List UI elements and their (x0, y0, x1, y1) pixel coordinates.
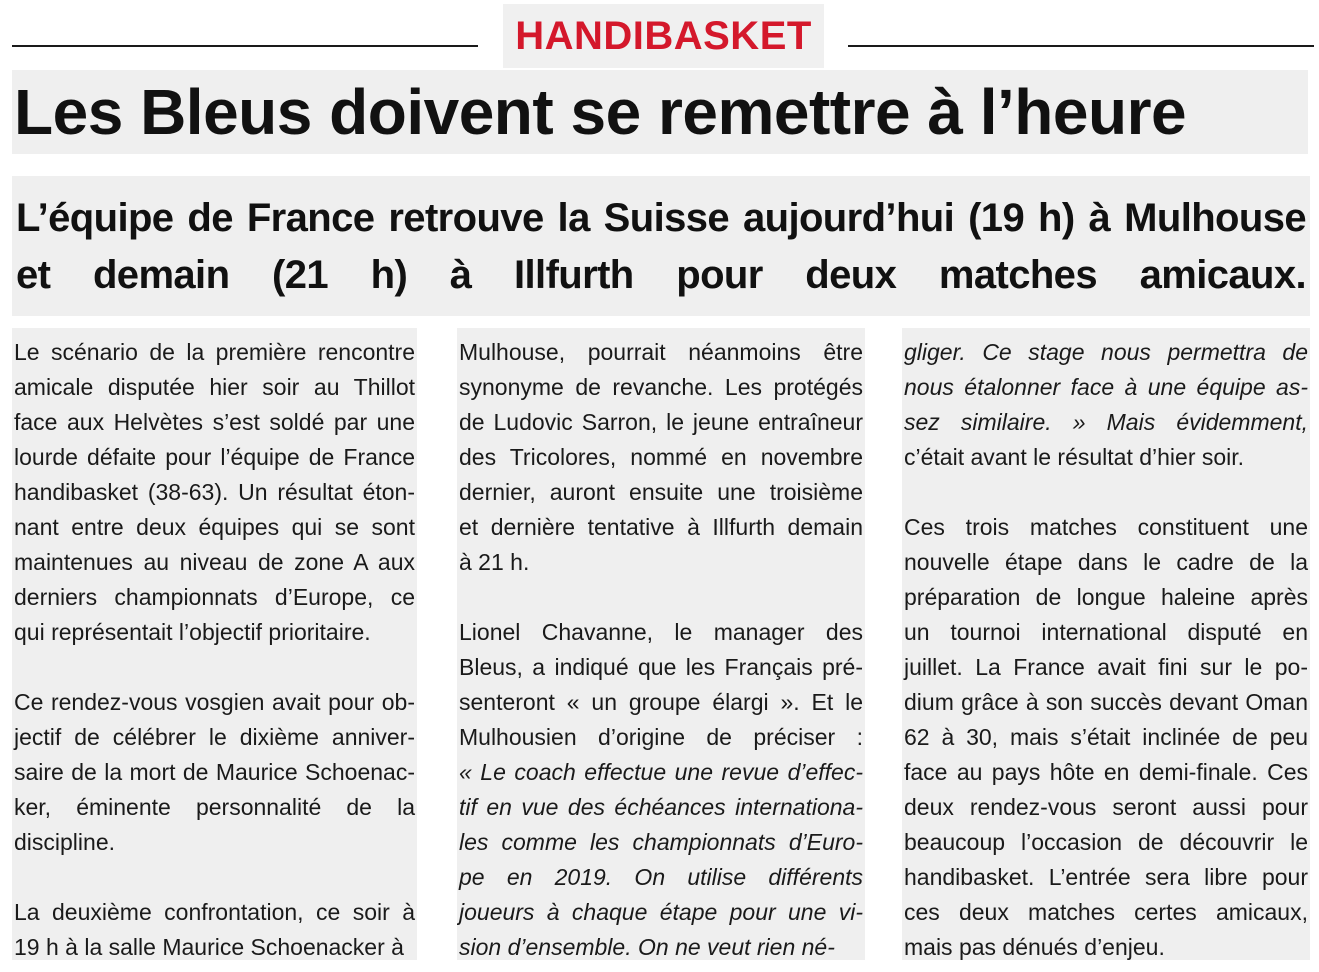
text-line: des Tricolores, nommé en novembre (459, 444, 863, 470)
text-line: maintenues au niveau de zone A aux (14, 549, 415, 575)
text-line: Ce rendez-vous vosgien avait pour ob- (14, 689, 415, 715)
text-line: nous étalonner face à une équipe as- (904, 374, 1308, 400)
text-line: « Le coach effectue une revue d’effec- (459, 759, 863, 785)
text-line: derniers championnats d’Europe, ce (14, 584, 415, 610)
text-line (904, 475, 1308, 510)
text-line: ker, éminente personnalité de la (14, 794, 415, 820)
headline-box (12, 70, 1308, 154)
text-line: à 21 h. (459, 549, 530, 575)
text-line: Mulhousien d’origine de préciser : (459, 724, 863, 750)
text-line: les comme les championnats d’Euro- (459, 829, 863, 855)
article-headline: Les Bleus doivent se remettre à l’heure (14, 76, 1187, 148)
kicker-box (503, 4, 824, 68)
text-line: La deuxième confrontation, ce soir à (14, 899, 415, 925)
text-line: de Ludovic Sarron, le jeune entraîneur (459, 409, 863, 435)
text-line: nant entre deux équipes qui se sont (14, 514, 415, 540)
text-line: nouvelle étape dans le cadre de la (904, 549, 1308, 575)
text-column-1 (12, 328, 417, 960)
text-line: Ces trois matches constituent une (904, 514, 1308, 540)
text-line: amicale disputée hier soir au Thillot (14, 374, 415, 400)
text-line: beaucoup l’occasion de découvrir le (904, 829, 1308, 855)
text-line: gliger. Ce stage nous permettra de (904, 339, 1308, 365)
column-1-body (12, 335, 417, 960)
text-line: dium grâce à son succès devant Oman (904, 689, 1308, 715)
text-line: deux rendez-vous seront aussi pour (904, 794, 1308, 820)
text-line: c’était avant le résultat d’hier soir. (904, 444, 1245, 470)
article-deck: L’équipe de France retrouve la Suisse aujourd’hui (19 h) à Mulhouse et demain (21 h) à Illfurth pour deux matches amicaux. (16, 196, 1306, 297)
text-line: face aux Helvètes s’est soldé par une (14, 409, 415, 435)
text-line: préparation de longue haleine après (904, 584, 1308, 610)
text-line: senteront « un groupe élargi ». Et le (459, 689, 863, 715)
text-line: pe en 2019. On utilise différents (459, 864, 863, 890)
text-line (459, 580, 863, 615)
text-line: joueurs à chaque étape pour une vi- (459, 899, 863, 925)
text-line: Bleus, a indiqué que les Français pré- (459, 654, 863, 680)
column-2-body (457, 335, 865, 960)
deck-box (12, 176, 1310, 316)
text-line: sion d’ensemble. On ne veut rien né- (459, 934, 835, 960)
text-line: lourde défaite pour l’équipe de France (14, 444, 415, 470)
text-line: et dernière tentative à Illfurth demain (459, 514, 863, 540)
text-line: qui représentait l’objectif prioritaire. (14, 619, 371, 645)
text-line: face au pays hôte en demi-finale. Ces (904, 759, 1308, 785)
section-header (12, 4, 1314, 68)
kicker-rule-right (848, 45, 1314, 47)
text-line: discipline. (14, 829, 115, 855)
text-line: Mulhouse, pourrait néanmoins être (459, 339, 863, 365)
text-line: Lionel Chavanne, le manager des (459, 619, 863, 645)
text-line: un tournoi international disputé en (904, 619, 1308, 645)
kicker-rule-left (12, 45, 478, 47)
text-line: saire de la mort de Maurice Schoenac- (14, 759, 415, 785)
section-kicker: HANDIBASKET (515, 13, 812, 58)
text-line: 62 à 30, mais s’était inclinée de peu (904, 724, 1308, 750)
text-line: tif en vue des échéances internationa- (459, 794, 863, 820)
text-line (14, 860, 415, 895)
text-line: mais pas dénués d’enjeu. (904, 934, 1165, 960)
text-line: handibasket (38-63). Un résultat éton- (14, 479, 415, 505)
text-line: dernier, auront ensuite une troisième (459, 479, 863, 505)
text-line: juillet. La France avait fini sur le po- (904, 654, 1308, 680)
text-line (14, 650, 415, 685)
text-line: handibasket. L’entrée sera libre pour (904, 864, 1308, 890)
text-line: sez similaire. » Mais évidemment, (904, 409, 1308, 435)
text-line: jectif de célébrer le dixième anniver- (14, 724, 415, 750)
text-column-3 (902, 328, 1310, 960)
text-line: synonyme de revanche. Les protégés (459, 374, 863, 400)
text-line: 19 h à la salle Maurice Schoenacker à (14, 934, 404, 960)
column-3-body (902, 335, 1310, 960)
text-column-2 (457, 328, 865, 960)
text-line: ces deux matches certes amicaux, (904, 899, 1308, 925)
text-line: Le scénario de la première rencontre (14, 339, 415, 365)
